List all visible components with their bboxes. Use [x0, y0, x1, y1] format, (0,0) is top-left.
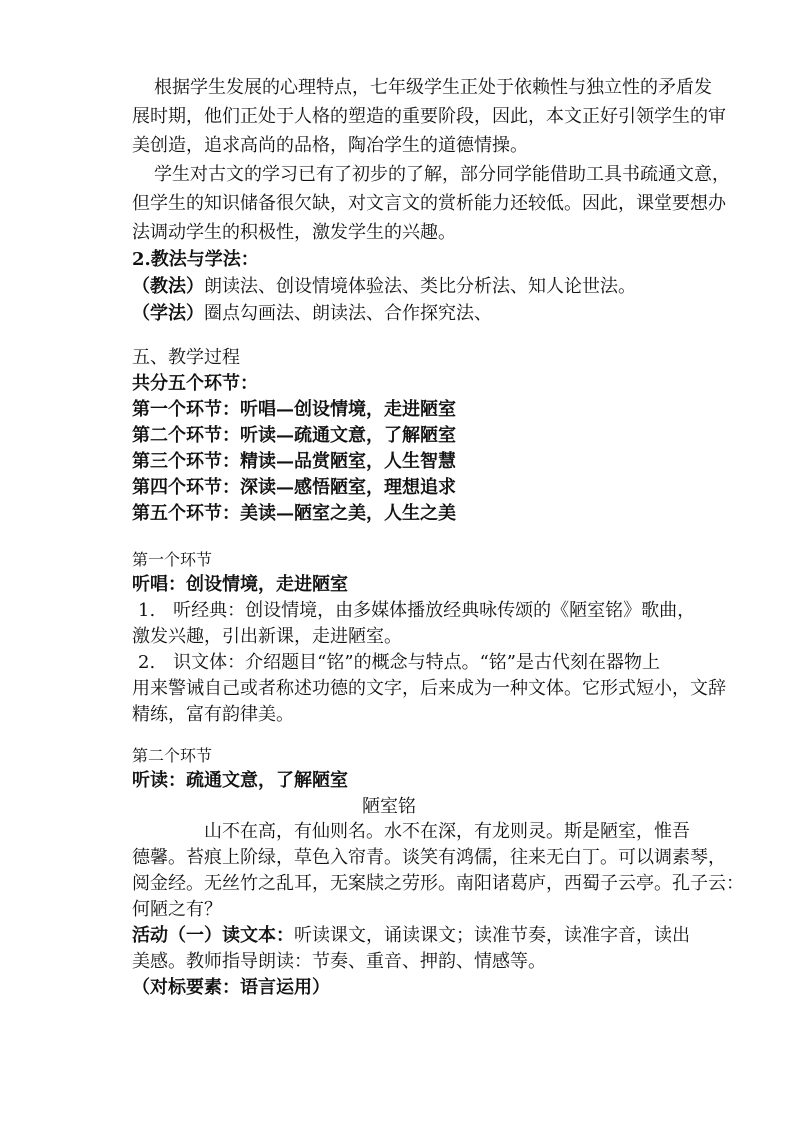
poem-title: 陋室铭: [362, 796, 416, 817]
process-step-3: 第三个环节：精读—品赏陋室，人生智慧: [132, 451, 456, 472]
poem-line-1: 山不在高，有仙则名。水不在深，有龙则灵。斯是陋室，惟吾: [204, 821, 690, 842]
learn-method-tag: （学法）: [132, 303, 204, 324]
process-step-2: 第二个环节：听读—疏通文意，了解陋室: [132, 425, 456, 446]
para2-line-2: 但学生的知识储备很欠缺，对文言文的赏析能力还较低。因此，课堂要想办: [132, 193, 726, 214]
activity-tag: 活动（一）读文本：: [132, 925, 294, 946]
section1-item1-line-2: 激发兴趣，引出新课，走进陋室。: [132, 626, 402, 647]
methods-heading: 2.教法与学法：: [132, 249, 259, 270]
para1-line-1: 根据学生发展的心理特点，七年级学生正处于依赖性与独立性的矛盾发: [154, 77, 712, 98]
process-heading: 五、教学过程: [132, 347, 240, 368]
poem-line-3: 阅金经。无丝竹之乱耳，无案牍之劳形。南阳诸葛庐，西蜀子云亭。孔子云：: [132, 873, 744, 894]
section1-item2-line-1: 2. 识文体：介绍题目“铭”的概念与特点。“铭”是古代刻在器物上: [138, 652, 660, 673]
activity-text: 听读课文，诵读课文；读准节奏，读准字音，读出: [294, 925, 690, 946]
poem-line-2: 德馨。苔痕上阶绿，草色入帘青。谈笑有鸿儒，往来无白丁。可以调素琴，: [132, 847, 726, 868]
process-summary: 共分五个环节：: [132, 373, 258, 394]
section1-label: 第一个环节: [132, 550, 213, 569]
teach-method-line: [132, 275, 636, 299]
activity-line-1: [132, 924, 690, 948]
para2-line-1: 学生对古文的学习已有了初步的了解，部分同学能借助工具书疏通文意，: [154, 164, 730, 185]
para1-line-2: 展时期，他们正处于人格的塑造的重要阶段，因此，本文正好引领学生的审: [132, 106, 726, 127]
learn-method-line: [132, 302, 492, 326]
section1-item2-line-2: 用来警诫自己或者称述功德的文字，后来成为一种文体。它形式短小，文辞: [132, 678, 726, 699]
section1-item2-line-3: 精练，富有韵律美。: [132, 704, 294, 725]
section2-label: 第二个环节: [132, 746, 213, 765]
activity-line-2: 美感。教师指导朗读：节奏、重音、押韵、情感等。: [132, 951, 546, 972]
section2-title: 听读：疏通文意，了解陋室: [132, 770, 348, 791]
section1-title: 听唱：创设情境，走进陋室: [132, 574, 348, 595]
poem-line-4: 何陋之有？: [132, 899, 222, 920]
standard-element: （对标要素：语言运用）: [132, 977, 330, 998]
teach-method-tag: （教法）: [132, 276, 204, 297]
teach-method-text: 朗读法、创设情境体验法、类比分析法、知人论世法。: [204, 276, 636, 297]
learn-method-text: 圈点勾画法、朗读法、合作探究法、: [204, 303, 492, 324]
process-step-4: 第四个环节：深读—感悟陋室，理想追求: [132, 477, 456, 498]
para1-line-3: 美创造，追求高尚的品格，陶冶学生的道德情操。: [132, 135, 528, 156]
para2-line-3: 法调动学生的积极性，激发学生的兴趣。: [132, 222, 456, 243]
process-step-1: 第一个环节：听唱—创设情境，走进陋室: [132, 399, 456, 420]
process-step-5: 第五个环节：美读—陋室之美，人生之美: [132, 503, 456, 524]
section1-item1-line-1: 1. 听经典：创设情境，由多媒体播放经典咏传颂的《陋室铭》歌曲，: [138, 600, 696, 621]
